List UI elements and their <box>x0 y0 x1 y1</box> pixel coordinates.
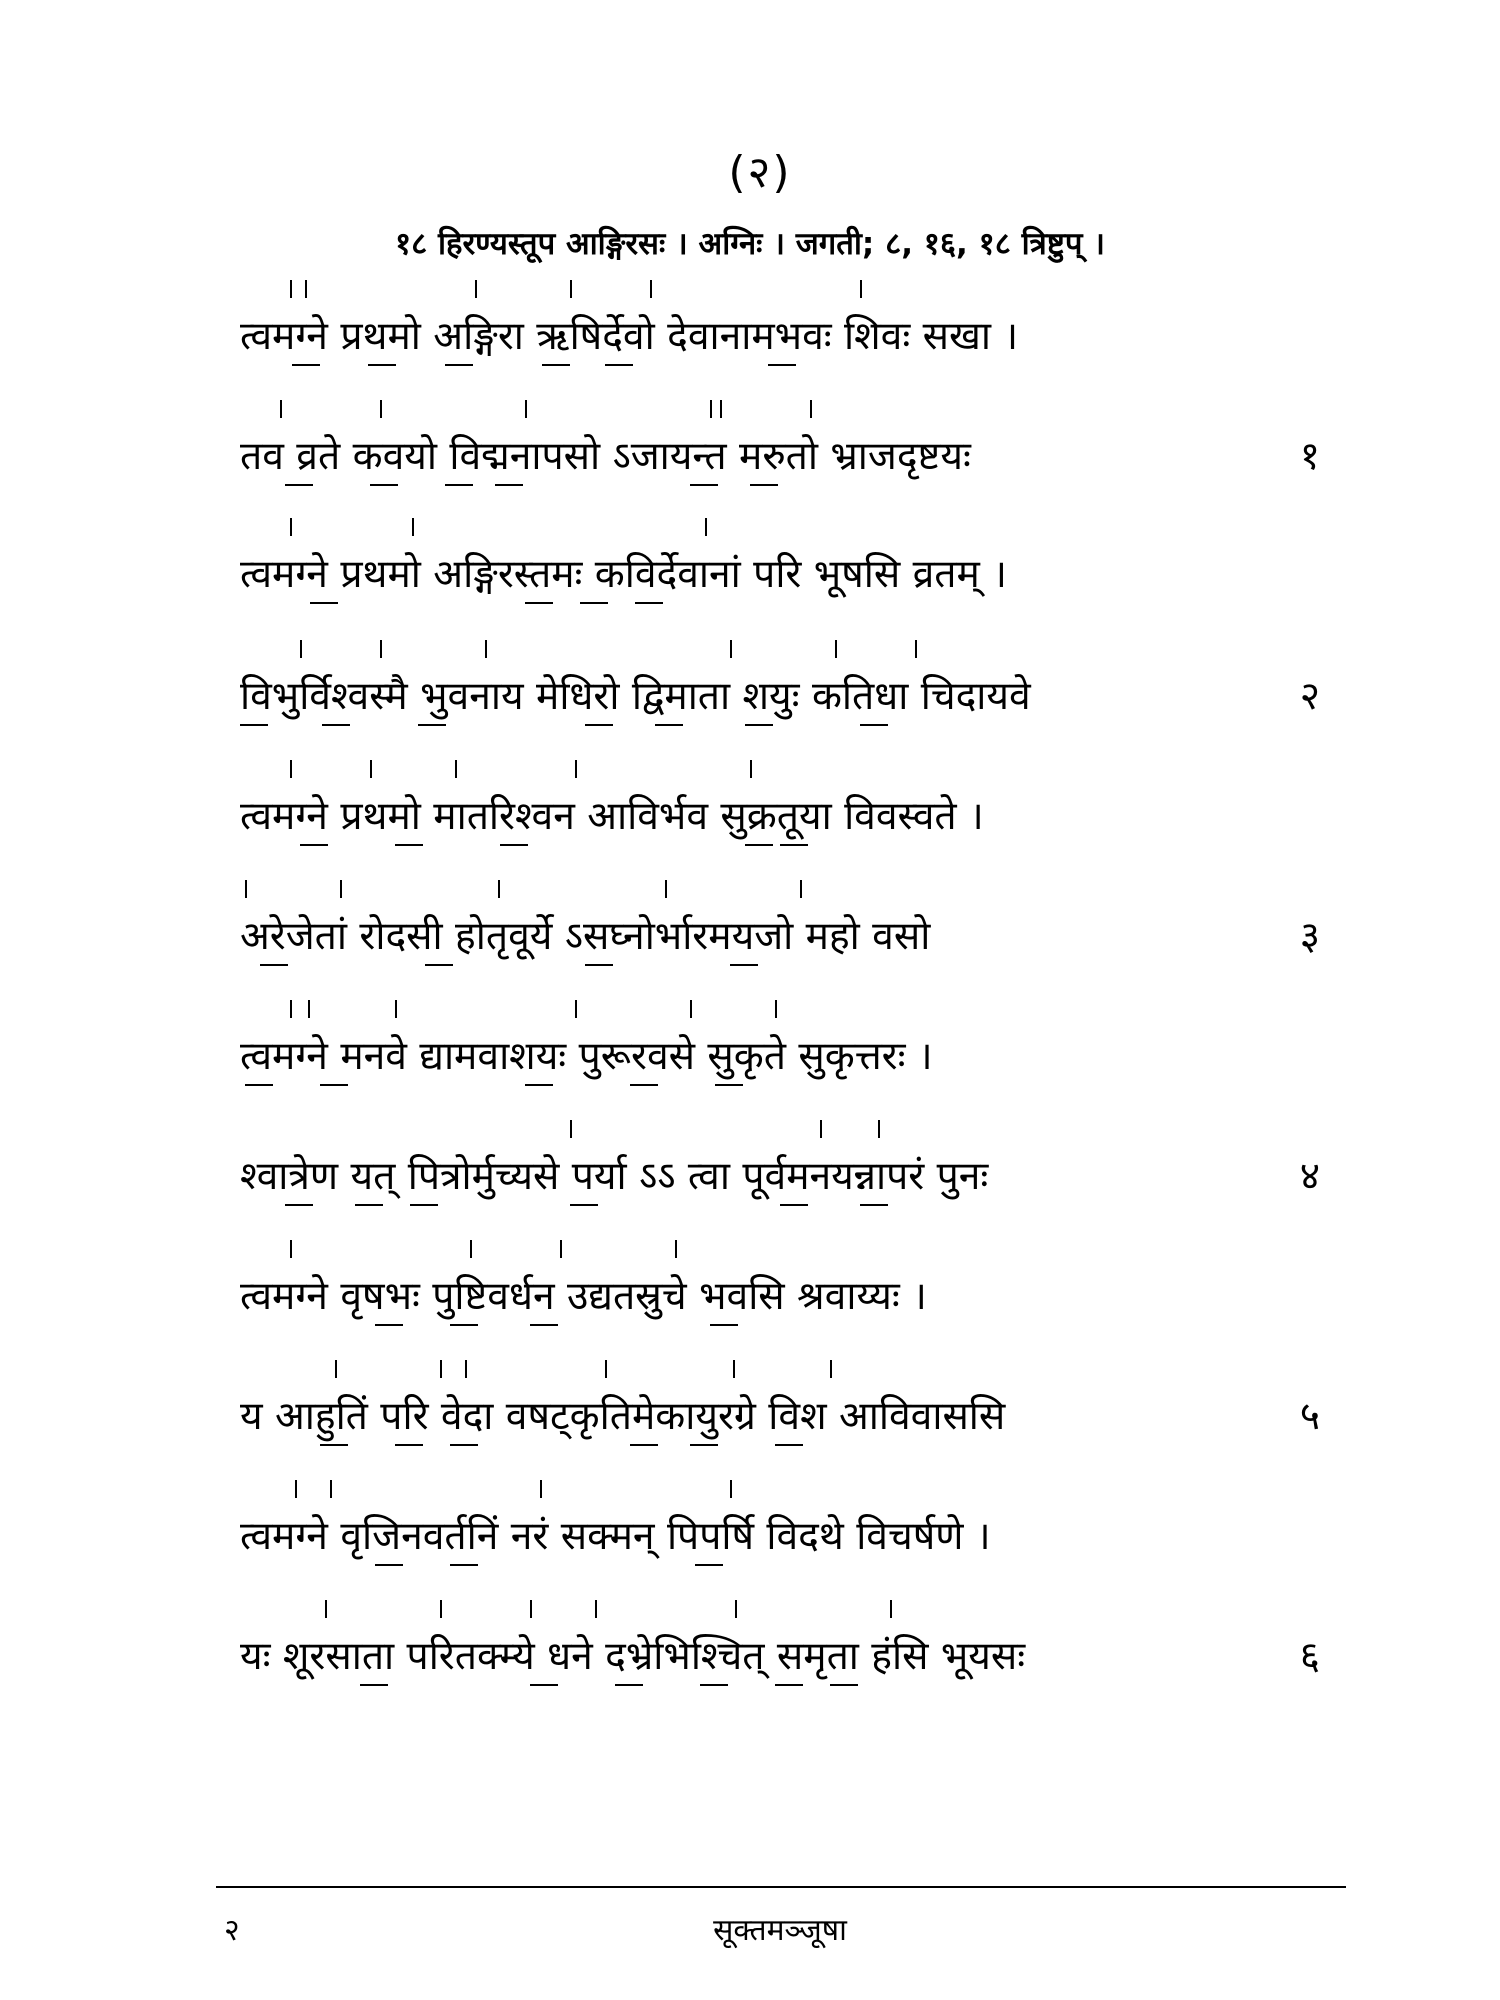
udatta-mark <box>730 640 732 658</box>
verse-number: २ <box>1299 674 1320 719</box>
udatta-mark <box>575 760 577 778</box>
anudatta-mark <box>285 484 313 486</box>
anudatta-mark <box>780 844 808 846</box>
anudatta-mark <box>745 844 773 846</box>
verse-line <box>240 1480 1340 1600</box>
udatta-mark <box>570 1120 572 1138</box>
udatta-mark <box>720 400 722 418</box>
anudatta-mark <box>635 602 663 604</box>
anudatta-mark <box>830 1684 858 1686</box>
anudatta-mark <box>525 1084 553 1086</box>
anudatta-mark <box>418 724 446 726</box>
anudatta-mark <box>775 1444 803 1446</box>
anudatta-mark <box>605 364 633 366</box>
anudatta-mark <box>368 364 396 366</box>
verse-line <box>240 640 1340 760</box>
udatta-mark <box>335 1360 337 1378</box>
udatta-mark <box>733 1360 735 1378</box>
udatta-mark <box>465 1360 467 1378</box>
udatta-mark <box>775 1000 777 1018</box>
udatta-mark <box>305 280 307 298</box>
udatta-mark <box>820 1120 822 1138</box>
udatta-mark <box>325 1600 327 1618</box>
anudatta-mark <box>768 364 796 366</box>
anudatta-mark <box>445 364 473 366</box>
anudatta-mark <box>585 964 613 966</box>
verse-line <box>240 760 1340 880</box>
udatta-mark <box>665 880 667 898</box>
verse-text: त्वमग्ने प्रथमो अङ्गिरा ऋषिर्देवो देवानामभवः शिवः सखा । <box>240 314 1019 359</box>
verse-number: ३ <box>1299 914 1320 959</box>
udatta-mark <box>690 1000 692 1018</box>
udatta-mark <box>470 1240 472 1258</box>
udatta-mark <box>595 1600 597 1618</box>
verse-text: त्वमग्ने मनवे द्यामवाशयः पुरूरवसे सुकृते सुकृत्तरः । <box>240 1034 933 1079</box>
udatta-mark <box>750 760 752 778</box>
verse-text: विभुर्विश्वस्मै भुवनाय मेधिरो द्विमाता शयुः कतिधा चिदायवे <box>240 674 1031 719</box>
udatta-mark <box>675 1240 677 1258</box>
anudatta-mark <box>530 1324 558 1326</box>
anudatta-mark <box>450 1564 478 1566</box>
anudatta-mark <box>240 724 268 726</box>
anudatta-mark <box>355 1204 383 1206</box>
page-number: २ <box>224 1913 240 1948</box>
anudatta-mark <box>695 1564 723 1566</box>
anudatta-mark <box>630 1444 658 1446</box>
anudatta-mark <box>745 724 773 726</box>
anudatta-mark <box>375 1324 403 1326</box>
anudatta-mark <box>310 602 338 604</box>
verse-text: यः शूरसाता परितक्म्ये धने दभ्रेभिश्चित् समृता हंसि भूयसः <box>240 1634 1026 1679</box>
anudatta-mark <box>410 1204 438 1206</box>
anudatta-mark <box>500 844 528 846</box>
anudatta-mark <box>450 1444 478 1446</box>
udatta-mark <box>395 1000 397 1018</box>
verse-number: ५ <box>1299 1394 1320 1439</box>
udatta-mark <box>498 880 500 898</box>
udatta-mark <box>308 1000 310 1018</box>
anudatta-mark <box>375 1564 403 1566</box>
udatta-mark <box>245 880 247 898</box>
anudatta-mark <box>710 1324 738 1326</box>
udatta-mark <box>440 1360 442 1378</box>
udatta-mark <box>575 1000 577 1018</box>
udatta-mark <box>295 1480 297 1498</box>
anudatta-mark <box>285 1204 313 1206</box>
anudatta-mark <box>580 602 608 604</box>
anudatta-mark <box>525 602 553 604</box>
anudatta-mark <box>730 964 758 966</box>
verse-line <box>240 1600 1340 1720</box>
verse-line <box>240 1000 1340 1120</box>
udatta-mark <box>290 280 292 298</box>
verse-text: त्वमग्ने प्रथमो अङ्गिरस्तमः कविर्देवानां परि भूषसि व्रतम् । <box>240 552 1008 597</box>
anudatta-mark <box>530 1684 558 1686</box>
udatta-mark <box>475 280 477 298</box>
udatta-mark <box>810 400 812 418</box>
hymn-header: १८ हिरण्यस्तूप आङ्गिरसः । अग्निः । जगती; ८, १६, १८ त्रिष्टुप् । <box>394 226 1106 262</box>
udatta-mark <box>650 280 652 298</box>
anudatta-mark <box>322 724 350 726</box>
udatta-mark <box>300 640 302 658</box>
anudatta-mark <box>445 484 473 486</box>
udatta-mark <box>570 280 572 298</box>
anudatta-mark <box>715 1084 743 1086</box>
anudatta-mark <box>630 1084 658 1086</box>
udatta-mark <box>280 400 282 418</box>
verse-text: त्वमग्ने प्रथमो मातरिश्वन आविर्भव सुक्रतूया विवस्वते । <box>240 794 984 839</box>
udatta-mark <box>340 880 342 898</box>
verse-line <box>240 518 1340 638</box>
anudatta-mark <box>395 844 423 846</box>
anudatta-mark <box>260 964 288 966</box>
verse-text: य आहुतिं परि वेदा वषट्कृतिमेकायुरग्रे विश आविवाससि <box>240 1394 1006 1439</box>
udatta-mark <box>525 400 527 418</box>
udatta-mark <box>380 400 382 418</box>
verse-number: ४ <box>1299 1154 1320 1199</box>
udatta-mark <box>290 1000 292 1018</box>
udatta-mark <box>330 1480 332 1498</box>
anudatta-mark <box>690 484 718 486</box>
verse-line <box>240 280 1340 400</box>
verse-number: १ <box>1299 434 1320 479</box>
anudatta-mark <box>292 364 320 366</box>
verse-text: श्वात्रेण यत् पित्रोर्मुच्यसे पर्या ऽऽ त्वा पूर्वमनयन्नापरं पुनः <box>240 1154 989 1199</box>
anudatta-mark <box>655 724 683 726</box>
udatta-mark <box>290 1240 292 1258</box>
udatta-mark <box>455 760 457 778</box>
verse-line <box>240 1120 1340 1240</box>
udatta-mark <box>370 760 372 778</box>
udatta-mark <box>710 400 712 418</box>
udatta-mark <box>440 1600 442 1618</box>
anudatta-mark <box>495 484 523 486</box>
anudatta-mark <box>395 1444 423 1446</box>
verse-text: त्वमग्ने वृजिनवर्तनिं नरं सक्मन् पिपर्षि विदथे विचर्षणे । <box>240 1514 991 1559</box>
udatta-mark <box>540 1480 542 1498</box>
verse-line <box>240 1240 1340 1360</box>
anudatta-mark <box>425 964 453 966</box>
verse-line <box>240 880 1340 1000</box>
anudatta-mark <box>245 1084 273 1086</box>
section-number: (२) <box>728 147 792 198</box>
udatta-mark <box>290 760 292 778</box>
udatta-mark <box>730 1480 732 1498</box>
udatta-mark <box>915 640 917 658</box>
anudatta-mark <box>320 1444 348 1446</box>
udatta-mark <box>830 1360 832 1378</box>
anudatta-mark <box>450 1324 478 1326</box>
anudatta-mark <box>750 484 778 486</box>
verse-text: त्वमग्ने वृषभः पुष्टिवर्धन उद्यतस्रुचे भवसि श्रवाय्यः । <box>240 1274 927 1319</box>
verse-line <box>240 1360 1340 1480</box>
anudatta-mark <box>370 484 398 486</box>
udatta-mark <box>380 640 382 658</box>
udatta-mark <box>560 1240 562 1258</box>
book-title: सूक्तमञ्जूषा <box>713 1913 847 1948</box>
udatta-mark <box>705 518 707 536</box>
verse-line <box>240 400 1340 520</box>
udatta-mark <box>412 518 414 536</box>
anudatta-mark <box>300 844 328 846</box>
verse-text: अरेजेतां रोदसी होतृवूर्ये ऽसघ्नोर्भारमयजो महो वसो <box>240 914 931 959</box>
anudatta-mark <box>585 724 613 726</box>
udatta-mark <box>485 640 487 658</box>
anudatta-mark <box>700 1684 728 1686</box>
udatta-mark <box>605 1360 607 1378</box>
udatta-mark <box>530 1600 532 1618</box>
verse-text: तव व्रते कवयो विद्मनापसो ऽजायन्त मरुतो भ्राजदृष्टयः <box>240 434 971 479</box>
anudatta-mark <box>860 724 888 726</box>
anudatta-mark <box>542 364 570 366</box>
footer-rule <box>216 1886 1346 1888</box>
udatta-mark <box>290 518 292 536</box>
anudatta-mark <box>570 1204 598 1206</box>
udatta-mark <box>800 880 802 898</box>
udatta-mark <box>835 640 837 658</box>
anudatta-mark <box>860 1204 888 1206</box>
udatta-mark <box>890 1600 892 1618</box>
udatta-mark <box>860 280 862 298</box>
anudatta-mark <box>320 1084 348 1086</box>
verse-number: ६ <box>1299 1634 1320 1679</box>
udatta-mark <box>735 1600 737 1618</box>
anudatta-mark <box>690 1444 718 1446</box>
udatta-mark <box>878 1120 880 1138</box>
anudatta-mark <box>360 1684 388 1686</box>
anudatta-mark <box>775 1684 803 1686</box>
anudatta-mark <box>780 1204 808 1206</box>
anudatta-mark <box>615 1684 643 1686</box>
